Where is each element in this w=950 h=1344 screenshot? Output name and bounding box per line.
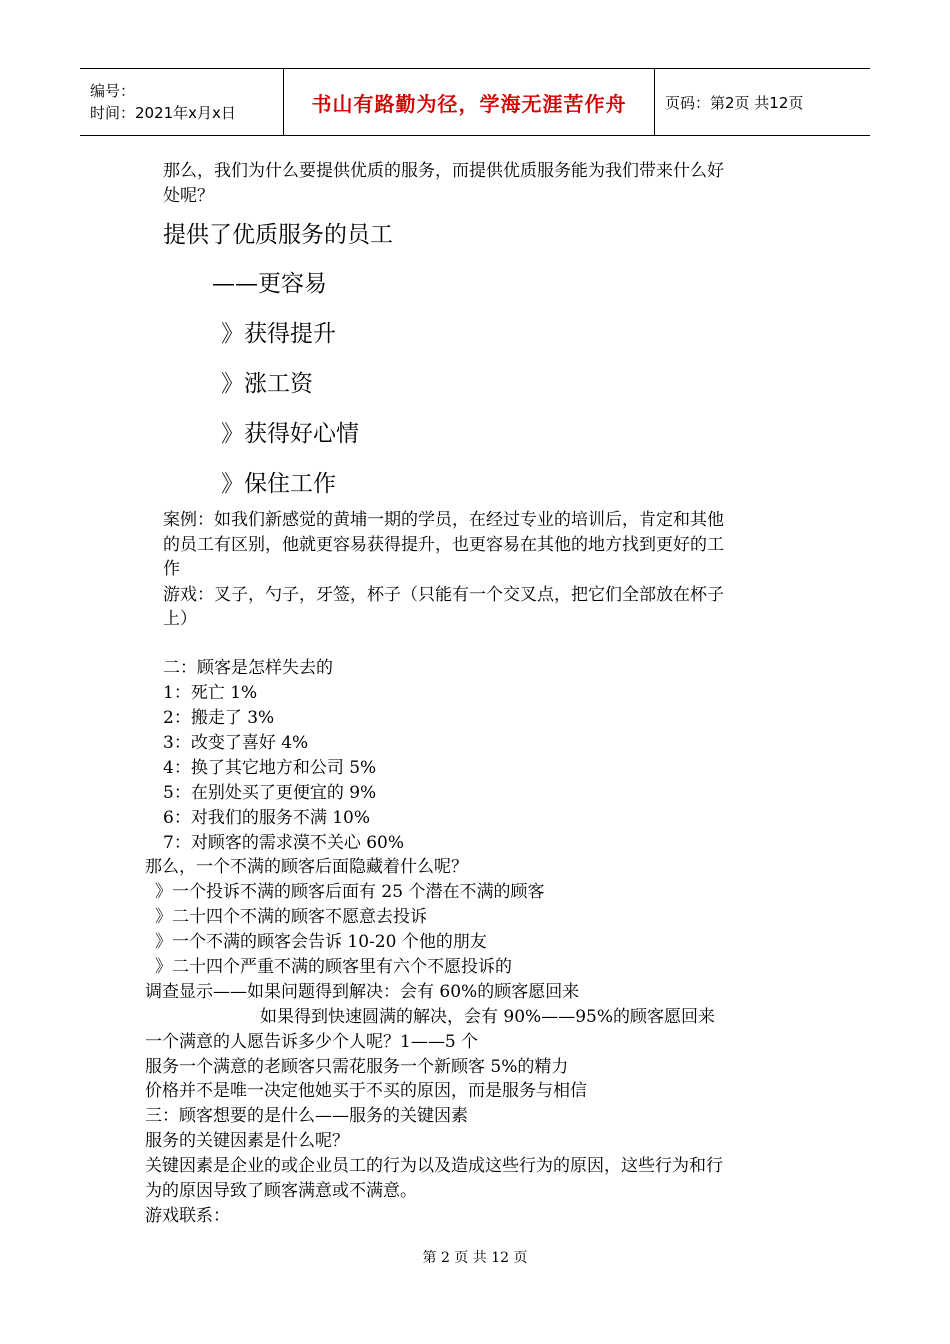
document-header (80, 68, 870, 136)
hidden-fact-item: 》二十四个严重不满的顾客里有六个不愿投诉的 (155, 957, 512, 977)
key-answer-line-2: 为的原因导致了顾客满意或不满意。 (145, 1181, 417, 1201)
header-motto: 书山有路勤为径，学海无涯苦作舟 (311, 91, 627, 116)
section-2-title: 二：顾客是怎样失去的 (163, 658, 333, 678)
key-question: 服务的关键因素是什么呢？ (145, 1131, 349, 1151)
loss-reason-item: 2：搬走了 3% (163, 708, 275, 728)
hidden-question: 那么，一个不满的顾客后面隐藏着什么呢？ (145, 857, 468, 877)
benefit-item: 》获得好心情 (221, 421, 359, 447)
header-motto-cell (283, 69, 655, 135)
benefits-heading: 提供了优质服务的员工 (163, 222, 393, 248)
hidden-fact-item: 》一个不满的顾客会告诉 10-20 个他的朋友 (155, 932, 487, 952)
benefits-subheading: ——更容易 (212, 271, 327, 297)
loss-reason-item: 7：对顾客的需求漠不关心 60% (163, 833, 405, 853)
section-3-title: 三：顾客想要的是什么——服务的关键因素 (145, 1106, 468, 1126)
benefit-item: 》获得提升 (221, 321, 336, 347)
document-number-label: 编号： (90, 82, 136, 100)
price-line: 价格并不是唯一决定他她买于不买的原因，而是服务与相信 (145, 1081, 587, 1101)
header-meta (80, 69, 283, 135)
game-line-2: 上） (163, 609, 197, 629)
benefit-item: 》保住工作 (221, 471, 336, 497)
page-footer: 第 2 页 共 12 页 (422, 1250, 528, 1266)
benefit-item: 》涨工资 (221, 371, 313, 397)
loss-reason-item: 1：死亡 1% (163, 683, 258, 703)
loss-reason-item: 6：对我们的服务不满 10% (163, 808, 371, 828)
survey-line-2: 如果得到快速圆满的解决，会有 90%——95%的顾客愿回来 (260, 1007, 715, 1027)
loss-reason-item: 3：改变了喜好 4% (163, 733, 309, 753)
case-line-2: 的员工有区别，他就更容易获得提升，也更容易在其他的地方找到更好的工 (163, 535, 724, 555)
document-date: 时间：2021年x月x日 (90, 104, 236, 122)
intro-line-1: 那么，我们为什么要提供优质的服务，而提供优质服务能为我们带来什么好 (163, 161, 724, 181)
satisfied-tell-line: 一个满意的人愿告诉多少个人呢？1——5 个 (145, 1032, 479, 1052)
hidden-fact-item: 》二十四个不满的顾客不愿意去投诉 (155, 907, 427, 927)
header-page-info: 页码：第2页 共12页 (665, 93, 804, 112)
hidden-fact-item: 》一个投诉不满的顾客后面有 25 个潜在不满的顾客 (155, 882, 545, 902)
loss-reason-item: 4：换了其它地方和公司 5% (163, 758, 377, 778)
game-link-line: 游戏联系： (145, 1206, 230, 1226)
header-page-cell (655, 69, 870, 135)
case-line-1: 案例：如我们新感觉的黄埔一期的学员，在经过专业的培训后，肯定和其他 (163, 510, 724, 530)
old-customer-line: 服务一个满意的老顾客只需花服务一个新顾客 5%的精力 (145, 1057, 569, 1077)
survey-line-1: 调查显示——如果问题得到解决：会有 60%的顾客愿回来 (145, 982, 580, 1002)
game-line-1: 游戏：叉子，勺子，牙签，杯子（只能有一个交叉点，把它们全部放在杯子 (163, 585, 724, 605)
intro-line-2: 处呢？ (163, 186, 214, 206)
key-answer-line-1: 关键因素是企业的或企业员工的行为以及造成这些行为的原因，这些行为和行 (145, 1156, 723, 1176)
case-line-3: 作 (163, 559, 180, 579)
loss-reason-item: 5：在别处买了更便宜的 9% (163, 783, 377, 803)
